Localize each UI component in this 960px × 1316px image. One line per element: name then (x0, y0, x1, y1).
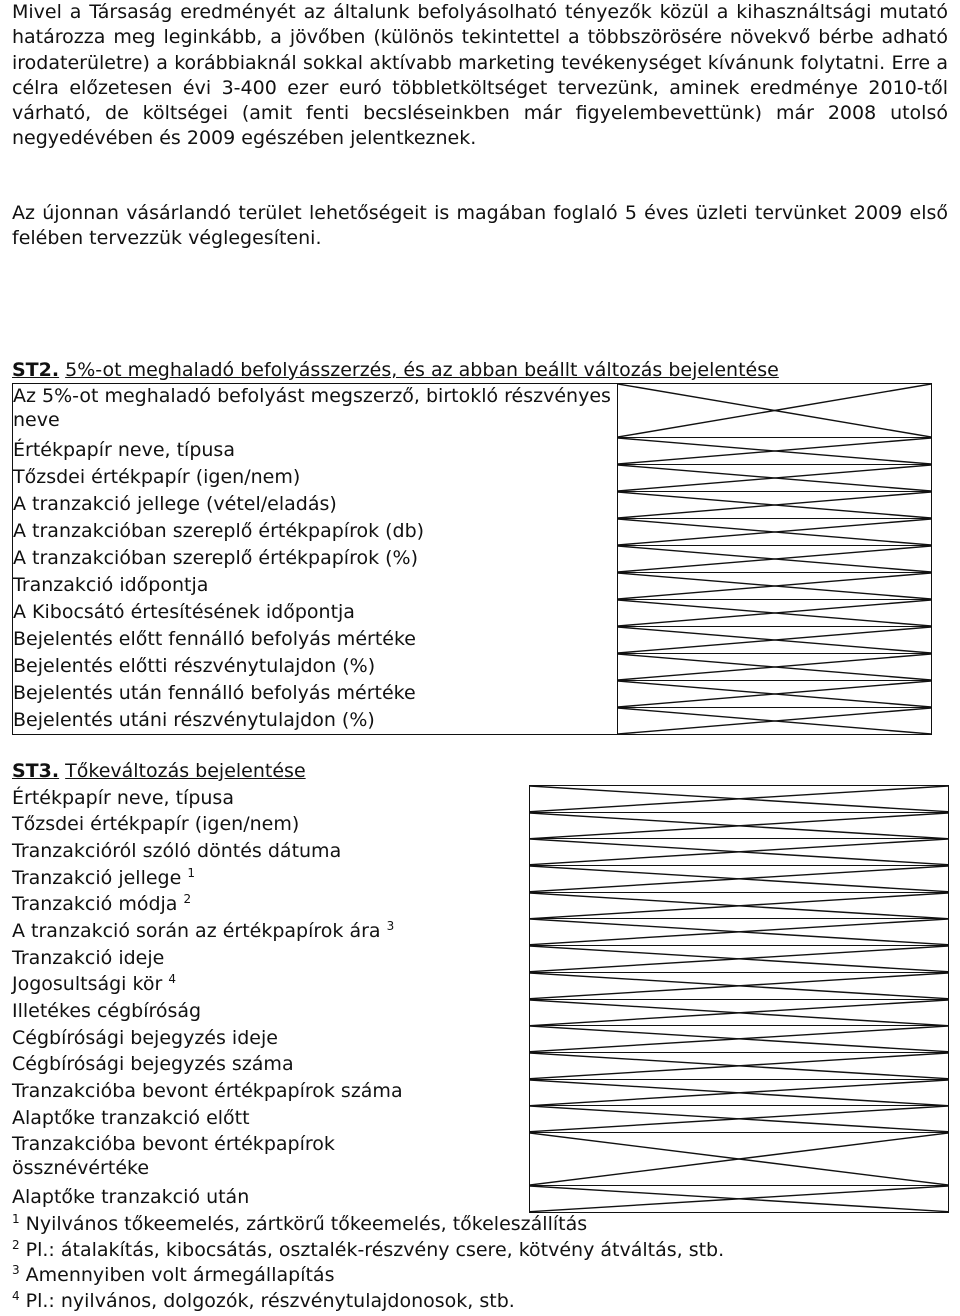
field-label (12, 946, 529, 973)
value-cell[interactable] (618, 465, 932, 492)
field-label: Bejelentés utáni részvénytulajdon (%) (13, 708, 618, 735)
cross-out-mark (530, 946, 948, 972)
field-label-text: Jogosultsági kör (12, 973, 163, 996)
table-row (12, 812, 948, 839)
table-row (12, 1079, 948, 1106)
footnote-text: Pl.: átalakítás, kibocsátás, osztalék-részvény csere, kötvény átváltás, stb. (25, 1238, 725, 1261)
value-cell[interactable] (618, 600, 932, 627)
footnote-ref: 4 (168, 972, 176, 987)
table-row (12, 999, 948, 1026)
st2-heading (12, 358, 779, 382)
field-label (12, 972, 529, 999)
cross-out-mark (530, 1080, 948, 1106)
cross-out-mark (530, 973, 948, 999)
field-label (12, 1026, 529, 1053)
footnote-number: 1 (12, 1212, 20, 1226)
table-row (13, 465, 932, 492)
field-label: A Kibocsátó értesítésének időpontja (13, 600, 618, 627)
value-cell[interactable] (529, 1079, 948, 1106)
value-cell[interactable] (618, 708, 932, 735)
cross-out-mark (530, 1053, 948, 1079)
table-row (13, 519, 932, 546)
field-label: Bejelentés előtti részvénytulajdon (%) (13, 654, 618, 681)
value-cell[interactable] (529, 892, 948, 919)
field-label (12, 1079, 529, 1106)
footnotes (12, 1212, 724, 1314)
cross-out-mark (530, 1106, 948, 1132)
field-label (12, 1052, 529, 1079)
table-row (13, 627, 932, 654)
table-row (12, 1132, 948, 1185)
value-cell[interactable] (529, 919, 948, 946)
field-label-text: Cégbírósági bejegyzés ideje (12, 1026, 278, 1049)
cross-out-mark (618, 492, 931, 518)
table-row (12, 946, 948, 973)
field-label (12, 1132, 529, 1185)
field-label-text: Tranzakció jellege (12, 866, 182, 889)
cross-out-mark (618, 600, 931, 626)
st2-title: 5%-ot meghaladó befolyásszerzés, és az abban beállt változás bejelentése (65, 359, 779, 381)
value-cell[interactable] (618, 681, 932, 708)
field-label-text: Tranzakció ideje (12, 946, 165, 969)
cross-out-mark (530, 839, 948, 865)
footnote (12, 1289, 724, 1315)
field-label (12, 1106, 529, 1133)
value-cell[interactable] (618, 627, 932, 654)
table-row (13, 438, 932, 465)
footnote-number: 3 (12, 1263, 20, 1277)
table-row (13, 654, 932, 681)
cross-out-mark (530, 786, 948, 812)
footnote-ref: 2 (183, 892, 192, 907)
footnote-ref: 3 (386, 918, 395, 933)
table-row (12, 1185, 948, 1212)
value-cell[interactable] (529, 1106, 948, 1133)
field-label: Bejelentés után fennálló befolyás mértéke (13, 681, 618, 708)
cross-out-mark (618, 708, 931, 734)
table-row (13, 492, 932, 519)
table-row (13, 708, 932, 735)
cross-out-mark (618, 384, 931, 437)
field-label-text: Tranzakcióról szóló döntés dátuma (12, 839, 342, 862)
value-cell[interactable] (618, 654, 932, 681)
table-row (12, 1106, 948, 1133)
field-label-text: Cégbírósági bejegyzés száma (12, 1053, 294, 1076)
table-row (12, 919, 948, 946)
value-cell[interactable] (618, 519, 932, 546)
field-label: Az 5%-ot meghaladó befolyást megszerző, birtokló részvényes neve (13, 384, 618, 438)
cross-out-mark (618, 627, 931, 653)
field-label-text: Tranzakcióba bevont értékpapírok össznévértéke (12, 1133, 335, 1180)
field-label: Tőzsdei értékpapír (igen/nem) (13, 465, 618, 492)
cross-out-mark (530, 1000, 948, 1026)
st3-heading (12, 759, 306, 783)
footnote-text: Nyilvános tőkeemelés, zártkörű tőkeemelés, tőkeleszállítás (25, 1213, 588, 1235)
footnote-ref: 1 (187, 865, 195, 880)
field-label-text: Alaptőke tranzakció után (12, 1186, 250, 1209)
field-label: A tranzakcióban szereplő értékpapírok (%) (13, 546, 618, 573)
field-label (12, 892, 529, 919)
value-cell[interactable] (529, 1132, 948, 1185)
value-cell[interactable] (529, 839, 948, 866)
st3-form-table (12, 785, 949, 1213)
cross-out-mark (618, 654, 931, 680)
field-label-text: Tranzakció módja (12, 893, 178, 916)
paragraph-marketing: Mivel a Társaság eredményét az általunk befolyásolható tényezők közül a kihasználtsági mutató határozza meg leginkább, a jövőben (különös tekintettel a többszörösére növekvő bérbe adható irodaterületre) a korábbiaknál sokkal aktívabb marketing tevékenységet kívánunk folytatni. Erre a célra előzetesen évi 3-400 ezer euró többletköltséget tervezünk, aminek eredménye 2010-től várható, de költségei (amit fenti becsléseinkben már figyelembevettünk) már 2008 utolsó negyedévében és 2009 egészében jelentkeznek. (12, 1, 948, 150)
field-label-text: Tranzakcióba bevont értékpapírok száma (12, 1080, 403, 1103)
value-cell[interactable] (618, 546, 932, 573)
value-cell[interactable] (529, 972, 948, 999)
value-cell[interactable] (529, 786, 948, 813)
field-label: A tranzakcióban szereplő értékpapírok (db) (13, 519, 618, 546)
footnote (12, 1263, 724, 1289)
table-row (13, 384, 932, 438)
cross-out-mark (530, 813, 948, 839)
field-label-text: Alaptőke tranzakció előtt (12, 1106, 250, 1129)
cross-out-mark (530, 1026, 948, 1052)
table-row (12, 972, 948, 999)
cross-out-mark (530, 893, 948, 919)
value-cell[interactable] (529, 1026, 948, 1053)
st3-title: Tőkeváltozás bejelentése (65, 760, 306, 782)
value-cell[interactable] (618, 492, 932, 519)
footnote-text: Amennyiben volt ármegállapítás (25, 1264, 335, 1286)
field-label (12, 812, 529, 839)
st3-code: ST3. (12, 760, 60, 782)
footnote (12, 1238, 724, 1264)
table-row (13, 546, 932, 573)
table-row (13, 600, 932, 627)
table-row (13, 573, 932, 600)
value-cell[interactable] (618, 384, 932, 438)
cross-out-mark (530, 1133, 948, 1185)
table-row (12, 1026, 948, 1053)
footnote-number: 4 (12, 1288, 20, 1303)
field-label: A tranzakció jellege (vétel/eladás) (13, 492, 618, 519)
cross-out-mark (530, 866, 948, 892)
field-label: Bejelentés előtt fennálló befolyás mértéke (13, 627, 618, 654)
cross-out-mark (530, 1186, 948, 1212)
cross-out-mark (618, 519, 931, 545)
cross-out-mark (618, 546, 931, 572)
field-label (12, 839, 529, 866)
value-cell[interactable] (529, 999, 948, 1026)
st2-form-table (12, 383, 932, 735)
field-label (12, 866, 529, 893)
cross-out-mark (618, 573, 931, 599)
table-row (12, 1052, 948, 1079)
table-row (12, 786, 948, 813)
table-row (12, 892, 948, 919)
value-cell[interactable] (529, 1185, 948, 1212)
cross-out-mark (618, 465, 931, 491)
footnote-text: Pl.: nyilvános, dolgozók, részvénytulajdonosok, stb. (25, 1289, 515, 1312)
field-label (12, 999, 529, 1026)
paragraph-business-plan: Az újonnan vásárlandó terület lehetőségeit is magában foglaló 5 éves üzleti tervünket 2009 első felében tervezzük véglegesíteni. (12, 202, 948, 250)
value-cell[interactable] (529, 812, 948, 839)
field-label-text: Tőzsdei értékpapír (igen/nem) (12, 813, 300, 836)
st2-code: ST2. (12, 359, 60, 381)
cross-out-mark (530, 919, 948, 945)
cross-out-mark (618, 681, 931, 707)
field-label-text: A tranzakció során az értékpapírok ára (12, 919, 381, 942)
field-label (12, 1185, 529, 1212)
cross-out-mark (618, 438, 931, 464)
table-row (12, 866, 948, 893)
value-cell[interactable] (618, 573, 932, 600)
value-cell[interactable] (529, 1052, 948, 1079)
value-cell[interactable] (529, 866, 948, 893)
value-cell[interactable] (618, 438, 932, 465)
table-row (12, 839, 948, 866)
field-label (12, 919, 529, 946)
footnote (12, 1212, 724, 1238)
footnote-number: 2 (12, 1237, 20, 1252)
field-label-text: Értékpapír neve, típusa (12, 786, 234, 809)
field-label: Tranzakció időpontja (13, 573, 618, 600)
table-row (13, 681, 932, 708)
field-label (12, 786, 529, 813)
value-cell[interactable] (529, 946, 948, 973)
field-label-text: Illetékes cégbíróság (12, 1000, 202, 1022)
field-label: Értékpapír neve, típusa (13, 438, 618, 465)
